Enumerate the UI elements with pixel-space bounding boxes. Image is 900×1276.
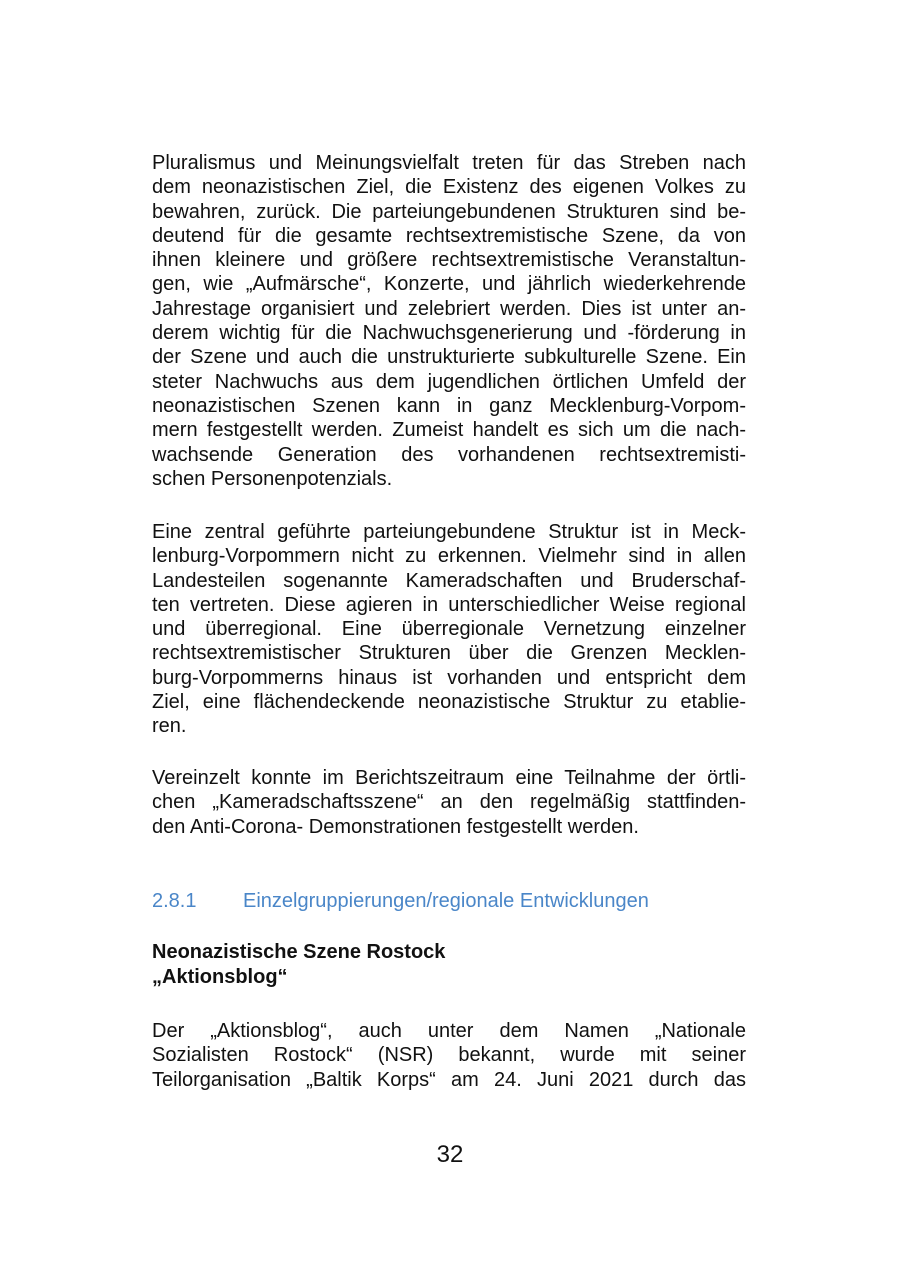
subsection-heading [152, 940, 752, 990]
body-paragraph [152, 520, 746, 739]
body-paragraph [152, 1019, 746, 1092]
text-line: Ziel, eine flächendeckende neonazistische Struktur zu etablie- [152, 691, 746, 714]
text-line: gen, wie „Aufmärsche“, Konzerte, und jährlich wiederkehrende [152, 273, 746, 296]
page-number: 32 [436, 1141, 464, 1168]
text-line: Vereinzelt konnte im Berichtszeitraum eine Teilnahme der örtli- [152, 767, 746, 789]
text-line: Jahrestage organisiert und zelebriert werden. Dies ist unter an- [152, 297, 746, 320]
text-line: neonazistischen Szenen kann in ganz Mecklenburg-Vorpom- [152, 394, 746, 417]
text-line: deutend für die gesamte rechtsextremistische Szene, da von [152, 224, 746, 247]
text-line: burg-Vorpommerns hinaus ist vorhanden und entspricht dem [152, 666, 746, 689]
text-line: Teilorganisation „Baltik Korps“ am 24. Juni 2021 durch das [152, 1068, 746, 1091]
text-line: schen Personenpotenzials. [152, 467, 393, 490]
body-paragraph [152, 151, 746, 491]
section-title: Einzelgruppierungen/regionale Entwicklungen [243, 890, 649, 912]
text-line: steter Nachwuchs aus dem jugendlichen örtlichen Umfeld der [152, 370, 746, 393]
body-paragraph [152, 766, 746, 839]
text-line: den Anti-Corona- Demonstrationen festgestellt werden. [152, 815, 639, 838]
text-line: Der „Aktionsblog“, auch unter dem Namen „Nationale [152, 1020, 746, 1042]
text-line: Sozialisten Rostock“ (NSR) bekannt, wurde mit seiner [152, 1044, 746, 1067]
text-line: Pluralismus und Meinungsvielfalt treten für das Streben nach [152, 152, 746, 174]
text-line: Landesteilen sogenannte Kameradschaften und Bruderschaf- [152, 569, 746, 592]
section-heading [152, 887, 752, 915]
text-line: bewahren, zurück. Die parteiungebundenen Strukturen sind be- [152, 200, 746, 223]
text-line: mern festgestellt werden. Zumeist handelt es sich um die nach- [152, 419, 746, 442]
text-line: der Szene und auch die unstrukturierte subkulturelle Szene. Ein [152, 346, 746, 369]
text-line: ren. [152, 715, 187, 738]
text-line: und überregional. Eine überregionale Vernetzung einzelner [152, 618, 746, 641]
text-line: chen „Kameradschaftsszene“ an den regelmäßig stattfinden- [152, 791, 746, 814]
subsection-title: Neonazistische Szene Rostock [152, 941, 446, 963]
text-line: derem wichtig für die Nachwuchsgenerierung und -förderung in [152, 322, 746, 345]
text-line: ihnen kleinere und größere rechtsextremistische Veranstaltun- [152, 249, 746, 272]
section-number: 2.8.1 [152, 890, 197, 912]
text-line: wachsende Generation des vorhandenen rechtsextremisti- [152, 443, 746, 466]
text-line: dem neonazistischen Ziel, die Existenz des eigenen Volkes zu [152, 176, 746, 199]
subsection-subtitle: „Aktionsblog“ [152, 966, 288, 988]
text-line: rechtsextremistischer Strukturen über die Grenzen Mecklen- [152, 642, 746, 665]
text-line: lenburg-Vorpommern nicht zu erkennen. Vielmehr sind in allen [152, 545, 746, 568]
text-line: Eine zentral geführte parteiungebundene Struktur ist in Meck- [152, 521, 746, 543]
text-line: ten vertreten. Diese agieren in unterschiedlicher Weise regional [152, 593, 746, 616]
